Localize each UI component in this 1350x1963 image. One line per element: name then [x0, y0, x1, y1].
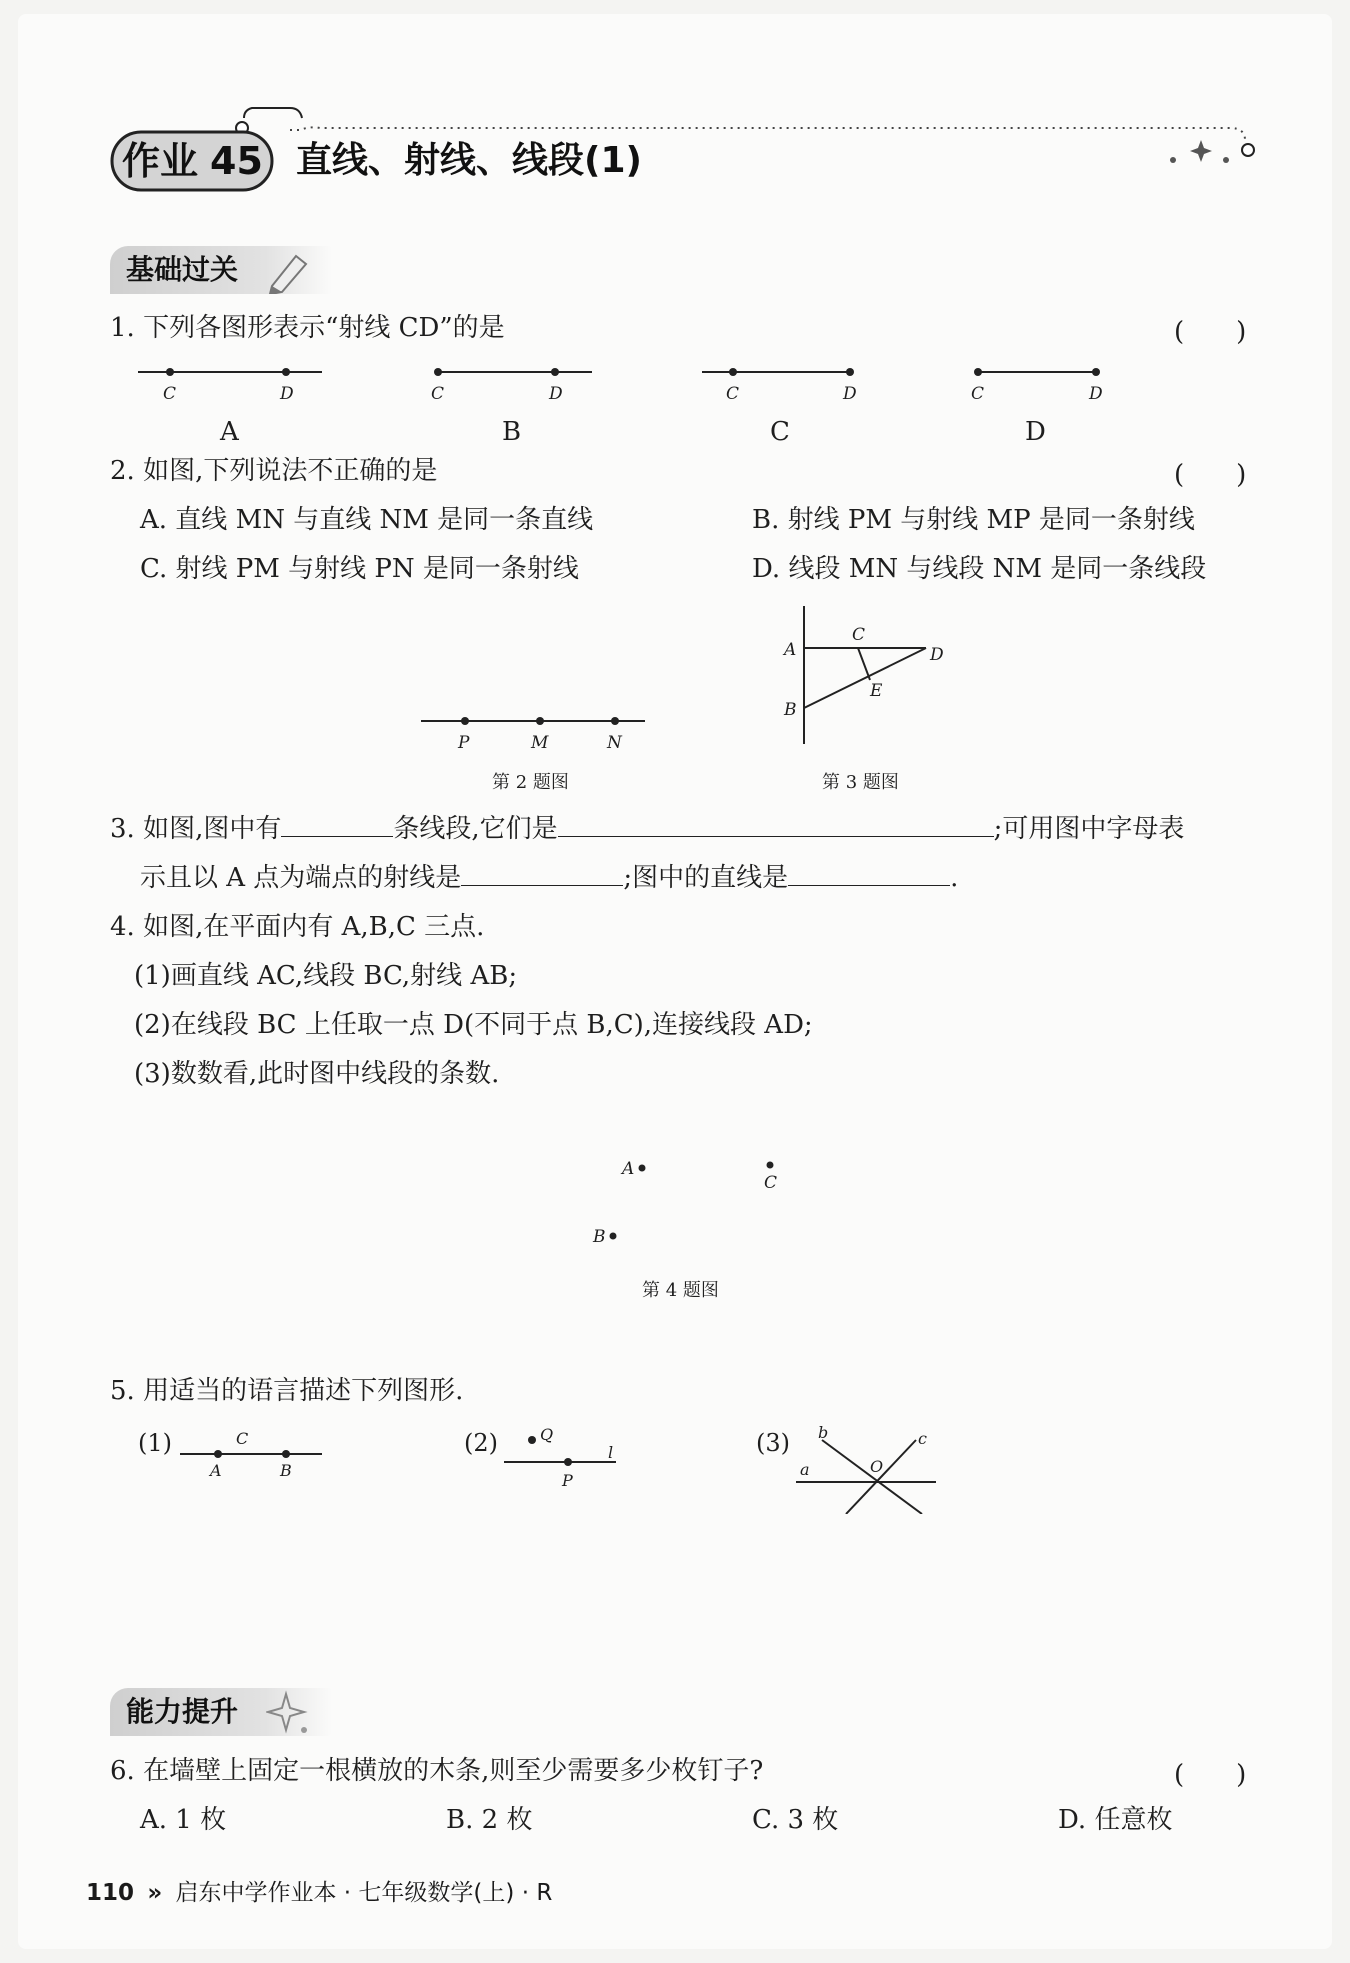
q4-text: 4. 如图,在平面内有 A,B,C 三点. [110, 912, 485, 942]
q3-line1 [110, 812, 1184, 846]
page-number: 110 [86, 1880, 135, 1906]
q1-figures [130, 355, 1130, 405]
q3-blank-lines[interactable] [788, 884, 950, 886]
q1-a-label-c: C [163, 384, 177, 404]
header [0, 0, 1350, 210]
q6-text: 6. 在墙壁上固定一根横放的木条,则至少需要多少枚钉子? [110, 1756, 764, 1786]
q3-line2 [140, 861, 958, 895]
q1-text: 1. 下列各图形表示“射线 CD”的是 [110, 313, 505, 343]
page-title: 直线、射线、线段(1) [296, 140, 642, 181]
q5-sub1-label: (1) [138, 1429, 172, 1457]
q2-answer-paren: ( ) [1174, 460, 1247, 490]
q4-figure [580, 1150, 800, 1260]
q6-answer-paren: ( ) [1174, 1760, 1247, 1790]
q1-c-label-d: D [843, 384, 857, 404]
q5-figure-2 [500, 1422, 630, 1492]
q3-line2-a: 示且以 A 点为端点的射线是 [140, 863, 462, 893]
q5-fig3-label-b: b [818, 1424, 829, 1442]
q1-b-label-c: C [431, 384, 445, 404]
q2-option-c: C. 射线 PM 与射线 PN 是同一条射线 [140, 554, 579, 584]
q2-figure [415, 705, 655, 755]
q4-label-c: C [764, 1173, 778, 1193]
q4-label-a: A [622, 1159, 635, 1179]
q2-option-b: B. 射线 PM 与射线 MP 是同一条射线 [752, 505, 1195, 535]
q2-label-m: M [531, 733, 549, 753]
q3-line2-c: . [950, 863, 959, 893]
book-title: 启东中学作业本 · 七年级数学(上) · R [175, 1880, 553, 1906]
footer-arrows: » [147, 1880, 163, 1906]
q2-label-n: N [607, 733, 622, 753]
section-advanced-label: 能力提升 [126, 1695, 239, 1728]
q5-figure-1 [178, 1422, 328, 1482]
q3-line2-b: ;图中的直线是 [623, 863, 789, 893]
section-basic-label: 基础过关 [126, 253, 239, 286]
q1-d-label-c: C [971, 384, 985, 404]
q1-option-c: C [770, 417, 790, 447]
q3-label-b: B [784, 700, 797, 720]
q5-fig3-label-c: c [918, 1429, 927, 1448]
q1-c-label-c: C [726, 384, 740, 404]
q5-sub3-label: (3) [756, 1429, 790, 1457]
q2-option-d: D. 线段 MN 与线段 NM 是同一条线段 [752, 554, 1207, 584]
sparkle-icon [266, 1690, 312, 1736]
q2-figure-caption: 第 2 题图 [492, 772, 569, 793]
q5-fig2-label-p: P [562, 1471, 573, 1490]
q4-label-b: B [593, 1227, 606, 1247]
q5-fig3-label-o: O [870, 1457, 884, 1476]
q1-figure-c [702, 368, 854, 376]
q3-label-c: C [852, 625, 866, 645]
q4-figure-caption: 第 4 题图 [642, 1280, 719, 1301]
q5-fig1-label-a: A [210, 1461, 222, 1480]
q3-line1-a: 3. 如图,图中有 [110, 814, 282, 844]
q5-fig1-label-c: C [236, 1429, 249, 1448]
q3-line1-c: ;可用图中字母表 [993, 814, 1185, 844]
q5-text: 5. 用适当的语言描述下列图形. [110, 1376, 464, 1406]
q2-option-a: A. 直线 MN 与直线 NM 是同一条直线 [140, 505, 594, 535]
q6-option-b: B. 2 枚 [446, 1805, 533, 1835]
q5-figure-3 [790, 1424, 950, 1514]
q1-d-label-d: D [1089, 384, 1103, 404]
q4-sub2: (2)在线段 BC 上任取一点 D(不同于点 B,C),连接线段 AD; [134, 1010, 813, 1040]
q3-blank-segments[interactable] [558, 835, 994, 837]
q1-a-label-d: D [280, 384, 294, 404]
q1-b-label-d: D [549, 384, 563, 404]
q3-figure [770, 600, 970, 750]
q4-sub3: (3)数数看,此时图中线段的条数. [134, 1059, 500, 1089]
q5-fig2-label-l: l [608, 1443, 614, 1462]
footer [86, 1876, 552, 1910]
q3-label-a: A [784, 640, 797, 660]
q4-sub1: (1)画直线 AC,线段 BC,射线 AB; [134, 961, 518, 991]
badge-number: 45 [210, 139, 263, 183]
q5-fig3-label-a: a [800, 1460, 810, 1479]
q5-sub2-label: (2) [464, 1429, 498, 1457]
q2-text: 2. 如图,下列说法不正确的是 [110, 456, 438, 486]
q6-option-c: C. 3 枚 [752, 1805, 839, 1835]
q1-option-d: D [1025, 417, 1046, 447]
q1-option-a: A [220, 417, 239, 447]
pencil-icon [266, 248, 312, 294]
q3-label-d: D [930, 645, 944, 665]
q5-fig1-label-b: B [280, 1461, 292, 1480]
q3-label-e: E [870, 681, 883, 701]
q1-figure-b [434, 368, 592, 376]
q3-blank-rays[interactable] [461, 884, 623, 886]
q5-fig2-label-q: Q [540, 1425, 554, 1444]
q3-figure-caption: 第 3 题图 [822, 772, 899, 793]
q1-answer-paren: ( ) [1174, 317, 1247, 347]
q6-option-a: A. 1 枚 [140, 1805, 227, 1835]
q1-figure-a [138, 368, 322, 376]
q3-blank-count[interactable] [281, 835, 393, 837]
q2-label-p: P [458, 733, 470, 753]
q6-option-d: D. 任意枚 [1058, 1805, 1173, 1835]
q1-option-b: B [502, 417, 522, 447]
q1-figure-d [974, 368, 1100, 376]
q3-line1-b: 条线段,它们是 [393, 814, 558, 844]
badge-prefix: 作业 [122, 139, 199, 183]
